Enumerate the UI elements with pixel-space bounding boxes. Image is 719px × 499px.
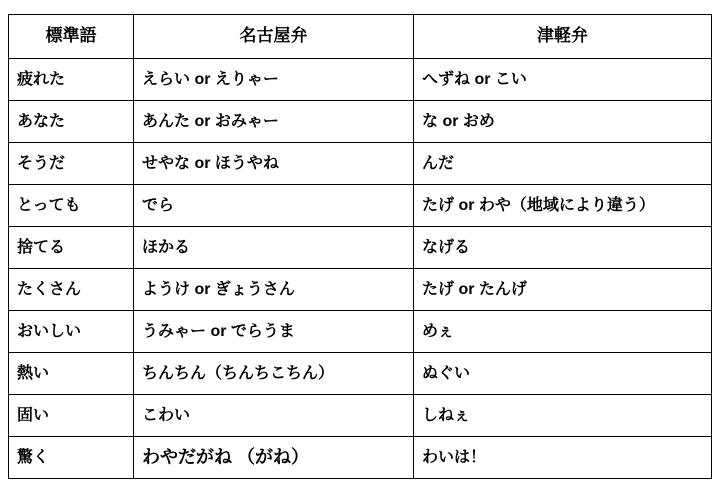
cell-standard <box>9 185 134 227</box>
cell-nagoya <box>134 311 414 353</box>
cell-standard <box>9 437 134 479</box>
table-row <box>9 311 712 353</box>
cell-standard <box>9 143 134 185</box>
cell-standard-text: 熱い <box>17 364 50 382</box>
cell-tsugaru <box>414 353 712 395</box>
cell-tsugaru <box>414 311 712 353</box>
cell-tsugaru-text: ぬぐい <box>422 364 471 382</box>
table-row <box>9 227 712 269</box>
cell-standard-text: 捨てる <box>17 238 66 256</box>
cell-tsugaru-text: めぇ <box>422 322 454 340</box>
cell-standard-text: 疲れた <box>17 70 66 88</box>
cell-standard-text: そうだ <box>17 154 66 172</box>
cell-tsugaru <box>414 101 712 143</box>
cell-standard <box>9 101 134 143</box>
column-header-standard <box>9 15 134 59</box>
column-header-tsugaru <box>414 15 712 59</box>
cell-standard-text: とっても <box>17 196 81 214</box>
cell-nagoya <box>134 437 414 479</box>
cell-nagoya-text: でら <box>142 196 175 214</box>
cell-nagoya <box>134 143 414 185</box>
cell-tsugaru-text: へずね or こい <box>422 70 527 88</box>
cell-nagoya-text: こわい <box>142 406 191 424</box>
cell-standard-text: あなた <box>17 112 66 130</box>
cell-nagoya <box>134 395 414 437</box>
cell-standard <box>9 395 134 437</box>
cell-nagoya-text: せやな or ほうやね <box>142 154 279 172</box>
table-row <box>9 437 712 479</box>
column-header-tsugaru-label: 津軽弁 <box>537 26 588 46</box>
table-row <box>9 185 712 227</box>
cell-tsugaru <box>414 185 712 227</box>
table-row <box>9 101 712 143</box>
cell-nagoya <box>134 353 414 395</box>
cell-tsugaru <box>414 143 712 185</box>
dialect-comparison-table <box>8 14 712 479</box>
cell-nagoya-text: えらい or えりゃー <box>142 70 279 88</box>
cell-tsugaru-text: な or おめ <box>422 112 495 130</box>
cell-tsugaru-text: しねぇ <box>422 406 471 424</box>
column-header-nagoya-label: 名古屋弁 <box>239 26 308 46</box>
table-row <box>9 269 712 311</box>
table-row <box>9 353 712 395</box>
cell-tsugaru <box>414 395 712 437</box>
cell-tsugaru <box>414 269 712 311</box>
cell-nagoya <box>134 269 414 311</box>
column-header-nagoya <box>134 15 414 59</box>
cell-standard-text: おいしい <box>17 322 82 340</box>
cell-tsugaru-text: たげ or たんげ <box>422 280 527 298</box>
cell-nagoya-text: ようけ or ぎょうさん <box>142 280 295 298</box>
cell-standard-text: たくさん <box>17 280 82 298</box>
cell-standard <box>9 227 134 269</box>
cell-tsugaru-text: たげ or わや（地域により違う） <box>422 196 655 214</box>
table-row <box>9 143 712 185</box>
cell-tsugaru <box>414 437 712 479</box>
cell-standard-text: 驚く <box>17 448 50 466</box>
cell-tsugaru <box>414 227 712 269</box>
cell-nagoya <box>134 59 414 101</box>
cell-tsugaru-text: わいは！ <box>422 448 487 466</box>
table-header-row <box>9 15 712 59</box>
cell-nagoya-text: あんた or おみゃー <box>142 112 279 130</box>
table-row <box>9 59 712 101</box>
cell-nagoya <box>134 227 414 269</box>
cell-tsugaru-text: なげる <box>422 238 471 256</box>
cell-nagoya-text: ほかる <box>142 238 191 256</box>
column-header-standard-label: 標準語 <box>45 26 97 46</box>
table-row <box>9 395 712 437</box>
cell-standard-text: 固い <box>17 406 50 424</box>
cell-tsugaru <box>414 59 712 101</box>
cell-nagoya <box>134 101 414 143</box>
cell-nagoya-text: わやだがね （がね） <box>142 446 310 467</box>
cell-standard <box>9 269 134 311</box>
cell-nagoya-text: うみゃー or でらうま <box>142 322 295 340</box>
dialect-table-container <box>8 14 711 479</box>
table-header <box>9 15 712 59</box>
cell-standard <box>9 59 134 101</box>
cell-standard <box>9 353 134 395</box>
cell-standard <box>9 311 134 353</box>
cell-tsugaru-text: んだ <box>422 154 455 172</box>
cell-nagoya-text: ちんちん（ちんちこちん） <box>142 364 335 382</box>
table-body <box>9 59 712 479</box>
cell-nagoya <box>134 185 414 227</box>
